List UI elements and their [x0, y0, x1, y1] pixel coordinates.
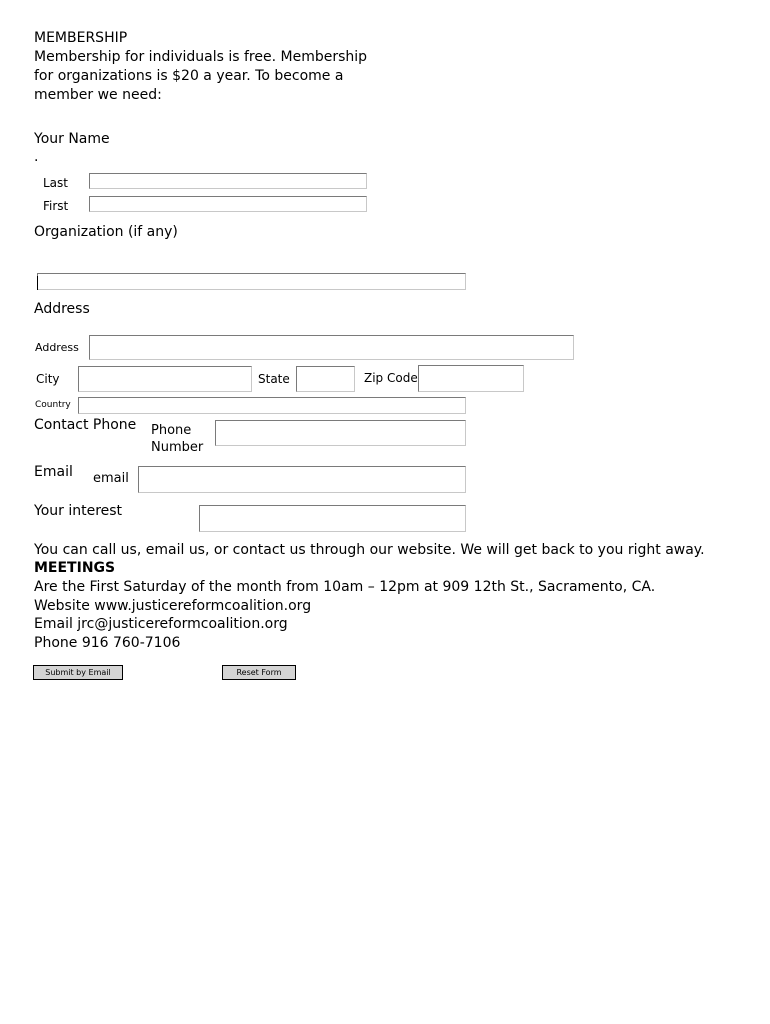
name-dot: .	[34, 149, 39, 165]
email-text: Email jrc@justicereformcoalition.org	[34, 616, 288, 632]
email-heading: Email	[34, 464, 73, 480]
membership-text-line-1: Membership for individuals is free. Membership	[34, 49, 368, 65]
phone-number-label-line-2: Number	[151, 440, 204, 455]
submit-by-email-button[interactable]: Submit by Email	[33, 665, 123, 680]
country-label: Country	[35, 400, 71, 410]
membership-text-line-2: for organizations is $20 a year. To become a	[34, 68, 344, 84]
city-label: City	[36, 372, 60, 386]
phone-text: Phone 916 760-7106	[34, 635, 181, 651]
text-cursor-mark	[37, 276, 38, 290]
last-name-label: Last	[43, 176, 68, 190]
city-field[interactable]	[78, 366, 252, 392]
contact-phone-heading: Contact Phone	[34, 417, 137, 433]
state-field[interactable]	[296, 366, 355, 392]
address-heading: Address	[34, 301, 90, 317]
first-name-field[interactable]	[89, 196, 367, 212]
meetings-heading: MEETINGS	[34, 560, 116, 576]
reset-form-button[interactable]: Reset Form	[222, 665, 296, 680]
address-label: Address	[35, 341, 79, 354]
membership-heading: MEMBERSHIP	[34, 30, 128, 46]
your-interest-heading: Your interest	[34, 503, 123, 519]
email-field[interactable]	[138, 466, 466, 493]
email-label: email	[93, 471, 129, 486]
phone-number-label-line-1: Phone	[151, 423, 192, 438]
country-field[interactable]	[78, 397, 466, 414]
organization-heading: Organization (if any)	[34, 224, 178, 240]
phone-number-field[interactable]	[215, 420, 466, 446]
membership-text-line-3: member we need:	[34, 87, 162, 103]
zip-code-field[interactable]	[418, 365, 524, 392]
your-name-heading: Your Name	[34, 131, 110, 147]
state-label: State	[258, 372, 290, 386]
last-name-field[interactable]	[89, 173, 367, 189]
organization-field[interactable]	[37, 273, 466, 290]
interest-field[interactable]	[199, 505, 466, 532]
website-text: Website www.justicereformcoalition.org	[34, 598, 312, 614]
meetings-text: Are the First Saturday of the month from 10am – 12pm at 909 12th St., Sacramento, CA.	[34, 579, 656, 595]
zip-code-label: Zip Code	[364, 371, 418, 385]
address-field[interactable]	[89, 335, 574, 360]
first-name-label: First	[43, 199, 69, 213]
contact-us-text: You can call us, email us, or contact us through our website. We will get back to you right away.	[34, 542, 705, 558]
